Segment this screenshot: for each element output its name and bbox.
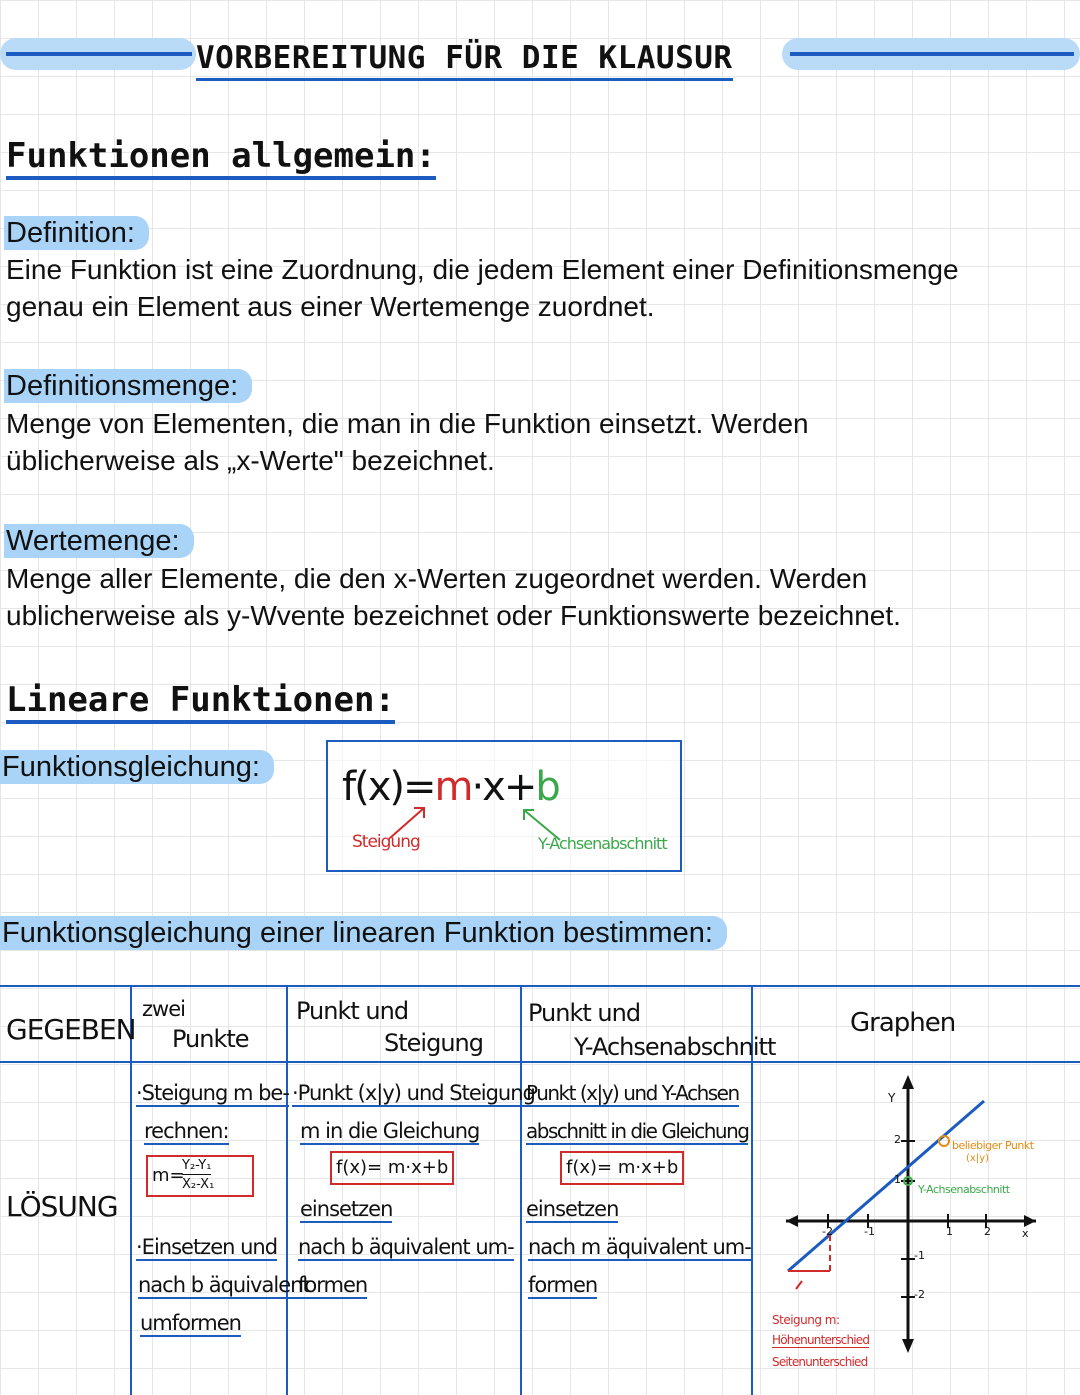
col4-head: Graphen <box>850 1008 956 1038</box>
col3-head-b: Y-Achsenabschnitt <box>574 1033 776 1061</box>
graph-x-arrow-left <box>786 1215 798 1227</box>
col2-step-1c: einsetzen <box>300 1197 393 1221</box>
title-rule-left <box>6 52 192 56</box>
slope-formula-box <box>146 1155 254 1197</box>
label-bestimmen: Funktionsgleichung einer linearen Funktion bestimmen: <box>0 916 727 950</box>
label-wertemenge: Wertemenge: <box>4 524 194 558</box>
col1-step-1b: rechnen: <box>144 1119 229 1143</box>
row-label-gegeben: GEGEBEN <box>6 1013 136 1046</box>
graph-y-intercept-label: Y-Achsenabschnitt <box>918 1183 1010 1196</box>
slope-formula-m: m= <box>152 1165 185 1186</box>
graph-seite-label: Seitenunterschied <box>772 1355 868 1369</box>
col2-head-b: Steigung <box>384 1029 483 1057</box>
col3-step-1b: abschnitt in die Gleichung <box>526 1119 749 1143</box>
col3-step-2: nach m äquivalent um- <box>528 1235 751 1259</box>
graph-point-label: beliebiger Punkt <box>952 1139 1034 1152</box>
definition-line-1: Eine Funktion ist eine Zuordnung, die jedem Element einer Definitionsmenge <box>6 254 959 285</box>
slope-formula-den: X₂-X₁ <box>182 1177 215 1192</box>
col2-step-1b: m in die Gleichung <box>300 1119 480 1143</box>
title-rule-right <box>790 52 1074 56</box>
col2-head-a: Punkt und <box>296 997 409 1025</box>
wertemenge-line-2: ublicherweise als y-Wvente bezeichnet oder Funktionswerte bezeichnet. <box>6 600 901 631</box>
col2-step-1: ·Punkt (x|y) und Steigung <box>292 1081 535 1105</box>
label-steigung: Steigung <box>352 832 420 852</box>
formula-box <box>326 740 682 872</box>
table-rule-top <box>0 985 1080 987</box>
col1-head-b: Punkte <box>172 1025 249 1053</box>
col3-head-a: Punkt und <box>528 999 641 1027</box>
col1-head-a: zwei <box>142 997 185 1021</box>
label-funktionsgleichung: Funktionsgleichung: <box>0 750 274 784</box>
col1-step-1: ·Steigung m be- <box>136 1081 289 1105</box>
graph-tick-label-y-m1: -1 <box>914 1249 925 1262</box>
definitionsmenge-line-1: Menge von Elementen, die man in die Funktion einsetzt. Werden <box>6 408 809 439</box>
table-col-divider-3 <box>520 985 522 1395</box>
definitionsmenge-line-2: üblicherweise als „x-Werte" bezeichnet. <box>6 445 495 476</box>
col1-step-2: ·Einsetzen und <box>136 1235 278 1259</box>
formula-b: b <box>535 764 559 810</box>
graph-x-arrow-right <box>1024 1215 1036 1227</box>
slope-arrow <box>796 1281 802 1289</box>
graph-tick-label-x-m1: -1 <box>864 1225 875 1238</box>
col3-step-1: Punkt (x|y) und Y-Achsen <box>526 1081 739 1105</box>
col3-formula: f(x)= m·x+b <box>560 1151 684 1185</box>
graph-tick-label-x-2: 2 <box>984 1225 991 1238</box>
title-banner <box>0 30 1080 90</box>
label-definition: Definition: <box>4 216 149 250</box>
heading-lineare-funktionen: Lineare Funktionen: <box>6 680 395 724</box>
formula-mid: ·x+ <box>471 764 536 810</box>
row-label-loesung: LÖSUNG <box>6 1190 118 1223</box>
method-table <box>0 955 1080 1395</box>
label-definitionsmenge: Definitionsmenge: <box>4 369 252 403</box>
graph-y-arrow-up <box>902 1075 914 1089</box>
graph-hoehe-label: Höhenunterschied <box>772 1333 870 1347</box>
formula-f: f(x)= <box>342 764 435 810</box>
col2-formula: f(x)= m·x+b <box>330 1151 454 1185</box>
slope-formula-num: Y₂-Y₁ <box>182 1158 212 1173</box>
graph-tick-label-x-m2: -2 <box>822 1225 833 1238</box>
graph-tick-label-x-1: 1 <box>946 1225 953 1238</box>
col2-step-2b: formen <box>298 1273 368 1297</box>
graph-steigung-label: Steigung m: <box>772 1313 840 1327</box>
graph-tick-label-y-1: 1 <box>894 1173 901 1186</box>
graph-tick-label-y-2: 2 <box>894 1133 901 1146</box>
col3-step-2b: formen <box>528 1273 598 1297</box>
graph-point-coords: (x|y) <box>966 1153 990 1164</box>
col1-step-2c: umformen <box>140 1311 241 1335</box>
definition-line-2: genau ein Element aus einer Wertemenge zuordnet. <box>6 291 655 322</box>
formula-m: m <box>434 764 472 810</box>
col1-step-2b: nach b äquivalent <box>138 1273 310 1297</box>
heading-funktionen-allgemein: Funktionen allgemein: <box>6 136 436 180</box>
col3-step-1c: einsetzen <box>526 1197 619 1221</box>
graph-y-arrow-down <box>902 1339 914 1353</box>
graph-label-y: Y <box>888 1091 896 1105</box>
graph-tick-label-y-m2: -2 <box>914 1288 925 1301</box>
wertemenge-line-1: Menge aller Elemente, die den x-Werten zugeordnet werden. Werden <box>6 563 868 594</box>
graph-label-x: x <box>1022 1227 1029 1240</box>
table-col-divider-2 <box>286 985 288 1395</box>
page-title: VORBEREITUNG FÜR DIE KLAUSUR <box>196 40 733 81</box>
label-y-achsenabschnitt: Y-Achsenabschnitt <box>538 834 667 853</box>
col2-step-2: nach b äquivalent um- <box>298 1235 514 1259</box>
